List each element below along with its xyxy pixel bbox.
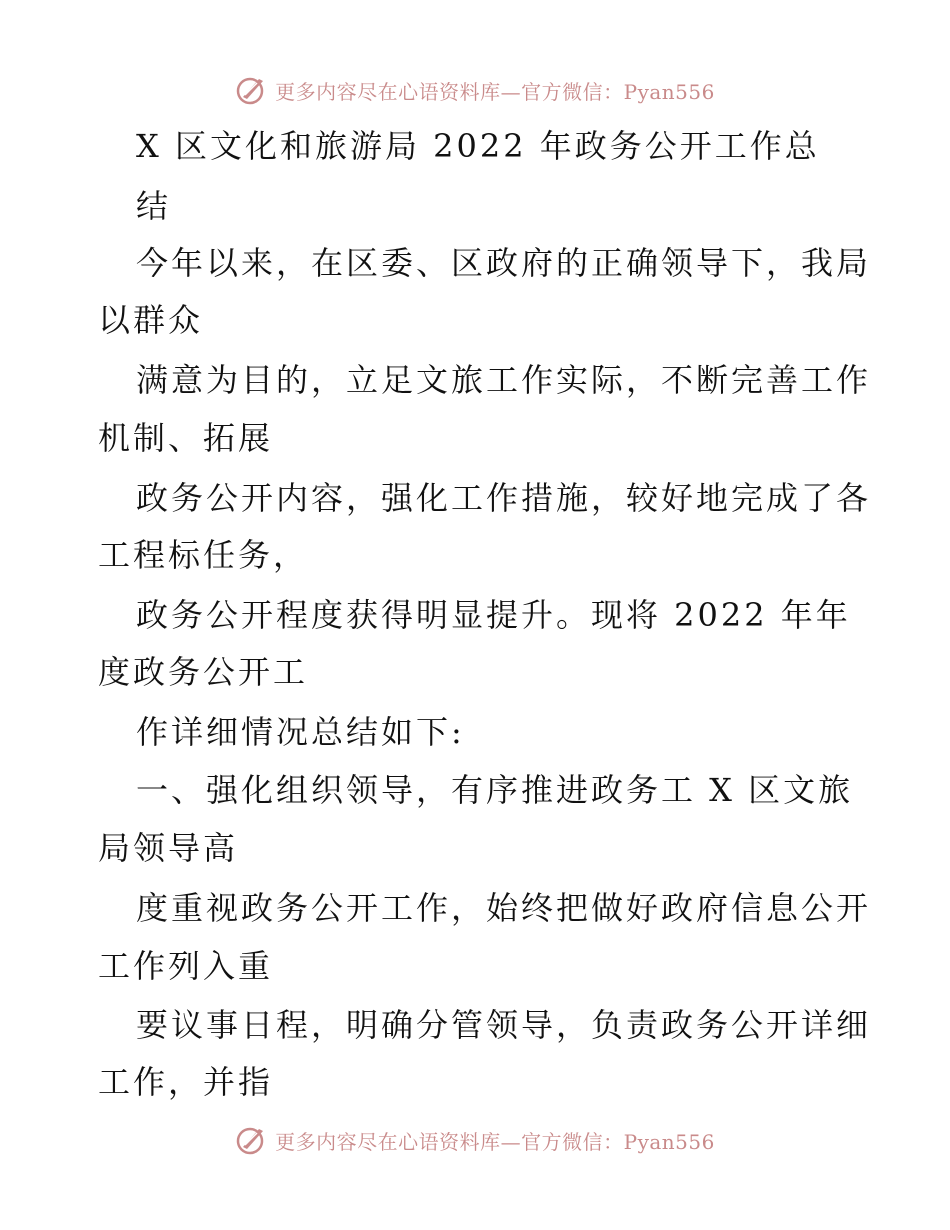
quill-logo-icon xyxy=(235,73,269,107)
quill-logo-icon xyxy=(235,1123,269,1157)
doc-paragraph-line: 满意为目的，立足文旅工作实际，不断完善工作 xyxy=(136,361,872,399)
doc-paragraph-line: 局领导高 xyxy=(98,829,239,867)
doc-paragraph-line: 政务公开内容，强化工作措施，较好地完成了各 xyxy=(136,479,872,517)
header-watermark xyxy=(0,70,950,110)
doc-section-heading-line: 一、强化组织领导，有序推进政务工 X 区文旅 xyxy=(136,771,854,809)
watermark-text: 更多内容尽在心语资料库—官方微信：Pyan556 xyxy=(275,1129,715,1154)
doc-paragraph-line: 要议事日程，明确分管领导，负责政务公开详细 xyxy=(136,1006,872,1044)
doc-paragraph-line: 政务公开程度获得明显提升。现将 2022 年年 xyxy=(136,596,851,634)
watermark-text: 更多内容尽在心语资料库—官方微信：Pyan556 xyxy=(275,79,715,104)
doc-title-line-2: 结 xyxy=(136,187,172,225)
doc-paragraph-line: 工作，并指 xyxy=(98,1063,274,1101)
doc-title-line-1: X 区文化和旅游局 2022 年政务公开工作总 xyxy=(136,127,820,165)
doc-paragraph-line: 工作列入重 xyxy=(98,947,274,985)
footer-watermark xyxy=(0,1120,950,1160)
doc-paragraph-line: 工程标任务， xyxy=(98,536,309,574)
doc-paragraph-line: 度政务公开工 xyxy=(98,653,309,691)
doc-paragraph-line: 机制、拓展 xyxy=(98,419,274,457)
doc-paragraph-line: 度重视政务公开工作，始终把做好政府信息公开 xyxy=(136,889,872,927)
doc-paragraph-line: 今年以来，在区委、区政府的正确领导下，我局 xyxy=(136,244,872,282)
doc-paragraph-line: 作详细情况总结如下: xyxy=(136,713,465,751)
doc-paragraph-line: 以群众 xyxy=(98,301,204,339)
